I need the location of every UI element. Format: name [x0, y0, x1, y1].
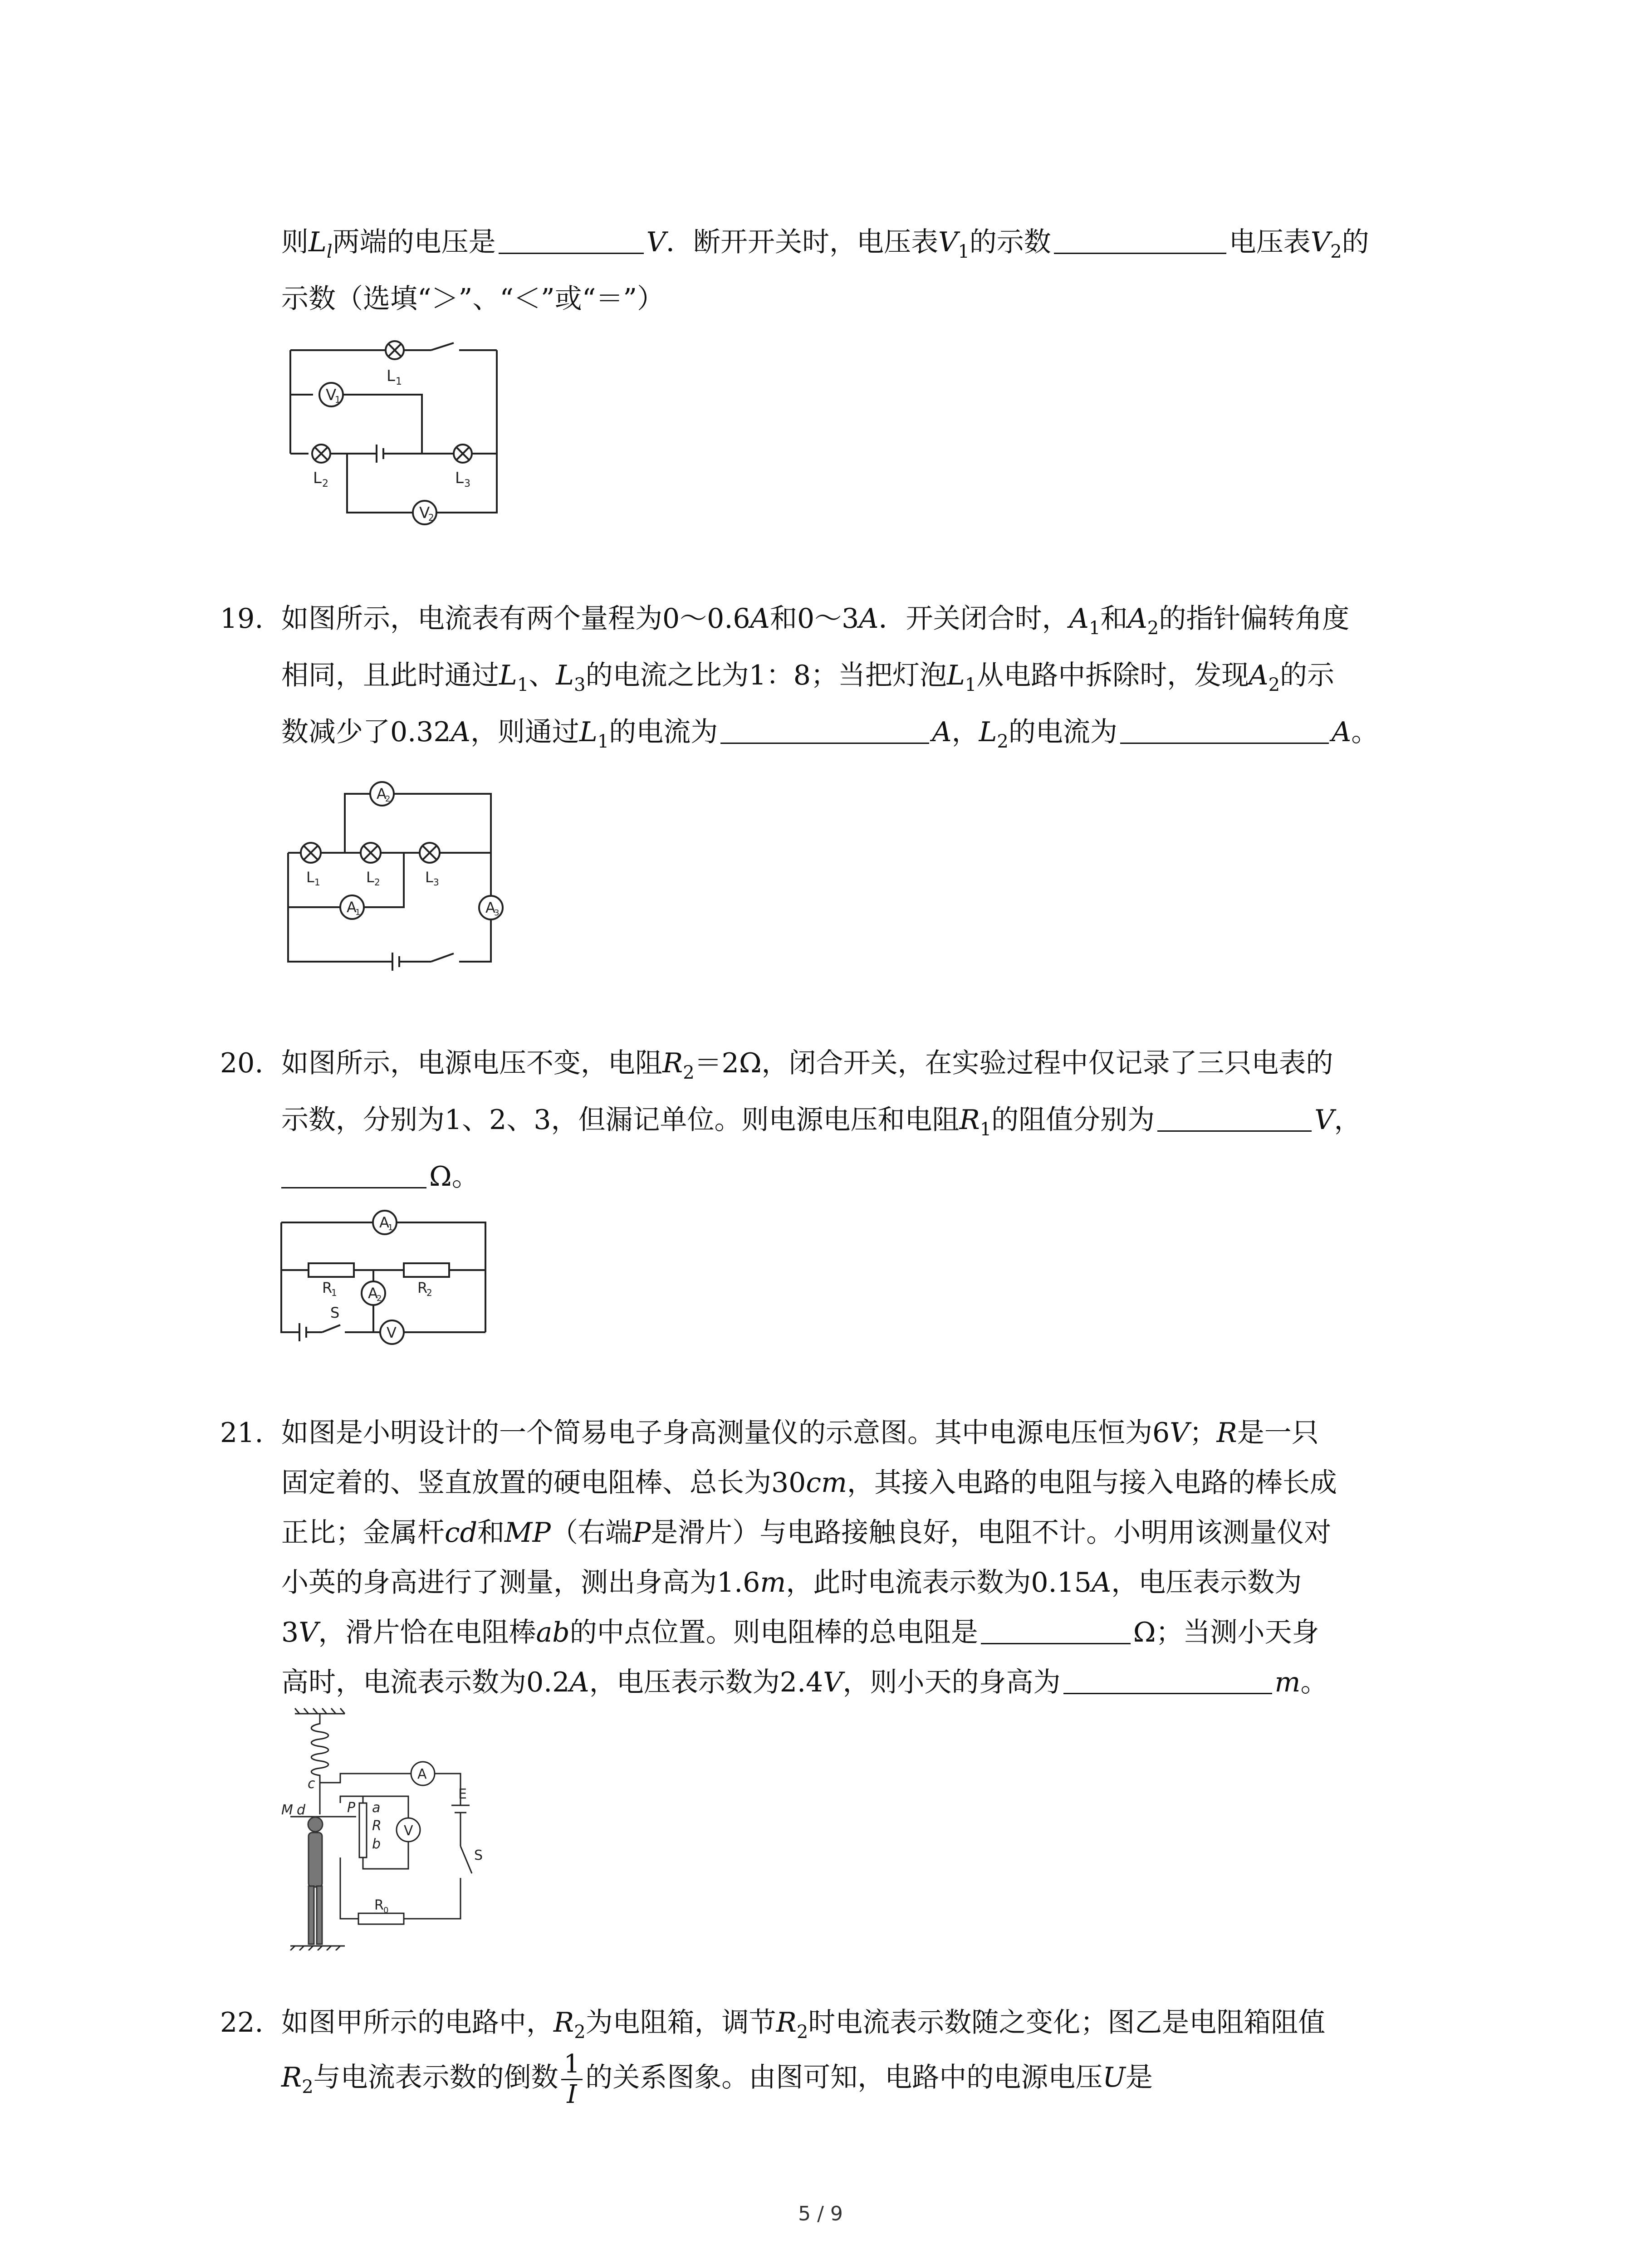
- circuit-diagram-q20: [272, 1209, 517, 1354]
- q19-line-1: 如图所示，电流表有两个量程为0～0.6A和0～3A．开关闭合时，$A_1$和$A_2$的指针偏转角度: [281, 603, 1350, 639]
- question-number-22: 22.: [220, 2007, 264, 2038]
- question-number-19: 19.: [220, 603, 264, 635]
- svg-text:0: 0: [383, 1906, 389, 1915]
- answer-blank[interactable]: [1063, 1664, 1272, 1694]
- svg-text:3: 3: [464, 478, 470, 489]
- svg-text:L: L: [366, 869, 374, 886]
- svg-text:V: V: [326, 386, 337, 404]
- svg-text:V: V: [404, 1823, 413, 1839]
- svg-text:2: 2: [428, 512, 434, 523]
- fraction-1-over-I: $\frac{1}{I}$: [561, 2052, 583, 2107]
- answer-blank[interactable]: [1054, 224, 1226, 254]
- svg-text:L: L: [455, 469, 464, 487]
- svg-text:R: R: [417, 1279, 428, 1296]
- svg-text:S: S: [330, 1304, 340, 1321]
- person-figure: [308, 1817, 323, 1944]
- q19-line-3: 数减少了0.32A，则通过$L_1$的电流为 A，$L_2$的电流为 A。: [281, 703, 1461, 761]
- q21-line-2: 固定着的、竖直放置的硬电阻棒、总长为30cm，其接入电路的电阻与接入电路的棒长成: [281, 1467, 1337, 1499]
- q21-line-5: 3V，滑片恰在电阻棒ab的中点位置。则电阻棒的总电阻是 Ω；当测小天身: [281, 1603, 1461, 1662]
- answer-blank[interactable]: [1157, 1101, 1312, 1132]
- svg-text:1: 1: [335, 394, 341, 405]
- svg-text:2: 2: [426, 1287, 432, 1298]
- q20-line-3: Ω。: [281, 1148, 1461, 1206]
- svg-text:A: A: [379, 1214, 389, 1231]
- answer-blank[interactable]: [1120, 714, 1329, 744]
- q21-line-1: 如图是小明设计的一个简易电子身高测量仪的示意图。其中电源电压恒为6V；R是一只: [281, 1417, 1319, 1449]
- svg-text:2: 2: [374, 877, 380, 888]
- page-number: 5 / 9: [798, 2202, 843, 2225]
- svg-text:1: 1: [396, 376, 402, 387]
- svg-text:3: 3: [494, 908, 500, 918]
- q19-line-2: 相同，且此时通过$L_1$、$L_3$的电流之比为1：8；当把灯泡$L_1$从电路中拆除时，发现$A_2$的示: [281, 660, 1335, 695]
- svg-text:R: R: [322, 1279, 333, 1296]
- svg-text:A: A: [485, 899, 495, 916]
- svg-text:V: V: [387, 1324, 397, 1341]
- svg-text:L: L: [313, 469, 322, 487]
- q21-line-4: 小英的身高进行了测量，测出身高为1.6m，此时电流表示数为0.15A，电压表示数为: [281, 1567, 1302, 1598]
- q20-line-2: 示数，分别为1、2、3，但漏记单位。则电源电压和电阻$R_1$的阻值分别为 V，: [281, 1091, 1461, 1149]
- svg-text:A: A: [368, 1285, 378, 1302]
- svg-text:2: 2: [377, 1294, 382, 1303]
- svg-text:b: b: [372, 1836, 381, 1852]
- svg-text:L: L: [387, 367, 395, 385]
- question-number-20: 20.: [220, 1047, 264, 1079]
- svg-text:1: 1: [355, 908, 361, 917]
- answer-blank[interactable]: [281, 1158, 426, 1188]
- circuit-diagram-q19: [281, 771, 544, 975]
- question-number-21: 21.: [220, 1417, 264, 1449]
- svg-text:M: M: [281, 1802, 293, 1818]
- q20-line-1: 如图所示，电源电压不变，电阻$R_2=2\Omega$，闭合开关，在实验过程中仅记录了三只电表的: [281, 1047, 1333, 1083]
- svg-text:1: 1: [388, 1223, 393, 1232]
- height-meter-diagram-q21: [281, 1706, 526, 1950]
- answer-blank[interactable]: [720, 714, 929, 744]
- svg-text:1: 1: [331, 1287, 337, 1298]
- svg-text:A: A: [347, 899, 357, 916]
- svg-text:d: d: [297, 1802, 306, 1818]
- svg-text:c: c: [308, 1776, 315, 1792]
- svg-text:P: P: [347, 1800, 356, 1816]
- svg-text:A: A: [377, 785, 387, 802]
- q22-line-2: $R_2$与电流表示数的倒数 $\frac{1}{I}$ 的关系图象。由图可知，电路中的电源电压U是: [281, 2049, 1153, 2109]
- svg-text:A: A: [417, 1766, 427, 1782]
- q18-line-2: 示数（选填“＞”、“＜”或“＝”）: [281, 283, 665, 315]
- circuit-diagram-q18: [281, 331, 517, 531]
- svg-text:L: L: [425, 869, 433, 886]
- q21-line-3: 正比；金属杆cd和MP（右端P是滑片）与电路接触良好，电阻不计。小明用该测量仪对: [281, 1517, 1332, 1549]
- svg-text:3: 3: [433, 877, 439, 888]
- svg-text:R: R: [372, 1818, 382, 1834]
- svg-text:E: E: [458, 1786, 467, 1802]
- svg-text:1: 1: [314, 877, 320, 888]
- answer-blank[interactable]: [499, 224, 644, 254]
- q21-line-6: 高时，电流表示数为0.2A，电压表示数为2.4V，则小天的身高为 m。: [281, 1653, 1461, 1711]
- svg-text:R: R: [374, 1897, 384, 1913]
- svg-text:a: a: [372, 1800, 381, 1816]
- svg-text:V: V: [419, 504, 430, 522]
- q18-line-1: 则$L_l$两端的电压是 V．断开开关时，电压表$V_1$的示数 电压表$V_2$的: [281, 213, 1461, 271]
- q22-line-1: 如图甲所示的电路中，$R_2$为电阻箱，调节$R_2$时电流表示数随之变化；图乙是电阻箱阻值: [281, 2007, 1326, 2043]
- answer-blank[interactable]: [981, 1614, 1131, 1644]
- svg-text:L: L: [306, 869, 314, 886]
- svg-text:S: S: [474, 1848, 483, 1863]
- svg-text:2: 2: [322, 478, 328, 489]
- svg-text:2: 2: [385, 794, 391, 804]
